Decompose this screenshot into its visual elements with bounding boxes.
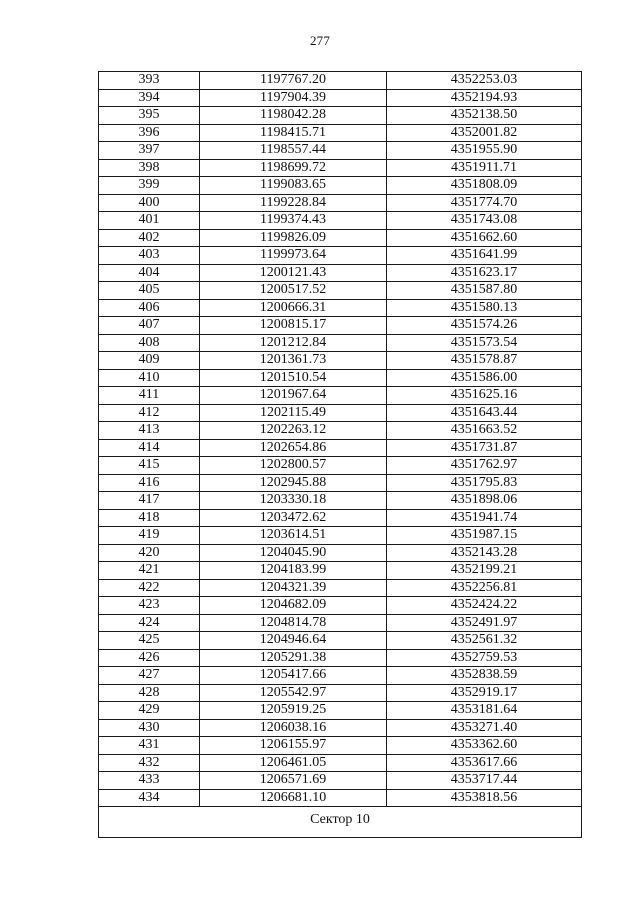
x-coordinate-cell: 1202945.88 xyxy=(200,474,387,492)
x-coordinate-cell: 1199083.65 xyxy=(200,177,387,195)
y-coordinate-cell: 4351955.90 xyxy=(387,142,582,160)
y-coordinate-cell: 4351795.83 xyxy=(387,474,582,492)
x-coordinate-cell: 1206461.05 xyxy=(200,754,387,772)
point-number-cell: 408 xyxy=(99,334,200,352)
x-coordinate-cell: 1199374.43 xyxy=(200,212,387,230)
table-row xyxy=(99,72,582,90)
point-number-cell: 405 xyxy=(99,282,200,300)
y-coordinate-cell: 4351762.97 xyxy=(387,457,582,475)
point-number-cell: 416 xyxy=(99,474,200,492)
y-coordinate-cell: 4351641.99 xyxy=(387,247,582,265)
y-coordinate-cell: 4351898.06 xyxy=(387,492,582,510)
table-row xyxy=(99,422,582,440)
x-coordinate-cell: 1200815.17 xyxy=(200,317,387,335)
point-number-cell: 415 xyxy=(99,457,200,475)
point-number-cell: 418 xyxy=(99,509,200,527)
x-coordinate-cell: 1200121.43 xyxy=(200,264,387,282)
table-row xyxy=(99,737,582,755)
y-coordinate-cell: 4352919.17 xyxy=(387,684,582,702)
y-coordinate-cell: 4351731.87 xyxy=(387,439,582,457)
table-row xyxy=(99,142,582,160)
y-coordinate-cell: 4351643.44 xyxy=(387,404,582,422)
point-number-cell: 413 xyxy=(99,422,200,440)
table-row xyxy=(99,439,582,457)
x-coordinate-cell: 1198557.44 xyxy=(200,142,387,160)
point-number-cell: 411 xyxy=(99,387,200,405)
point-number-cell: 399 xyxy=(99,177,200,195)
point-number-cell: 407 xyxy=(99,317,200,335)
x-coordinate-cell: 1201967.64 xyxy=(200,387,387,405)
point-number-cell: 414 xyxy=(99,439,200,457)
x-coordinate-cell: 1200666.31 xyxy=(200,299,387,317)
y-coordinate-cell: 4353181.64 xyxy=(387,702,582,720)
x-coordinate-cell: 1204682.09 xyxy=(200,597,387,615)
y-coordinate-cell: 4352759.53 xyxy=(387,649,582,667)
x-coordinate-cell: 1197904.39 xyxy=(200,89,387,107)
table-row xyxy=(99,597,582,615)
point-number-cell: 424 xyxy=(99,614,200,632)
point-number-cell: 404 xyxy=(99,264,200,282)
table-row xyxy=(99,299,582,317)
table-row xyxy=(99,544,582,562)
point-number-cell: 412 xyxy=(99,404,200,422)
x-coordinate-cell: 1206681.10 xyxy=(200,789,387,807)
table-row xyxy=(99,352,582,370)
table-row xyxy=(99,247,582,265)
x-coordinate-cell: 1206038.16 xyxy=(200,719,387,737)
y-coordinate-cell: 4351663.52 xyxy=(387,422,582,440)
point-number-cell: 409 xyxy=(99,352,200,370)
y-coordinate-cell: 4352001.82 xyxy=(387,124,582,142)
point-number-cell: 429 xyxy=(99,702,200,720)
point-number-cell: 396 xyxy=(99,124,200,142)
table-row xyxy=(99,212,582,230)
x-coordinate-cell: 1204321.39 xyxy=(200,579,387,597)
y-coordinate-cell: 4353617.66 xyxy=(387,754,582,772)
x-coordinate-cell: 1206571.69 xyxy=(200,772,387,790)
y-coordinate-cell: 4353362.60 xyxy=(387,737,582,755)
table-row xyxy=(99,684,582,702)
table-row xyxy=(99,754,582,772)
y-coordinate-cell: 4351586.00 xyxy=(387,369,582,387)
x-coordinate-cell: 1199826.09 xyxy=(200,229,387,247)
table-row xyxy=(99,369,582,387)
point-number-cell: 394 xyxy=(99,89,200,107)
sector-row xyxy=(99,807,582,838)
y-coordinate-cell: 4352194.93 xyxy=(387,89,582,107)
table-row xyxy=(99,632,582,650)
table-row xyxy=(99,89,582,107)
y-coordinate-cell: 4351987.15 xyxy=(387,527,582,545)
point-number-cell: 419 xyxy=(99,527,200,545)
x-coordinate-cell: 1204946.64 xyxy=(200,632,387,650)
sector-section xyxy=(99,807,582,838)
y-coordinate-cell: 4351941.74 xyxy=(387,509,582,527)
table-row xyxy=(99,789,582,807)
y-coordinate-cell: 4352256.81 xyxy=(387,579,582,597)
table-row xyxy=(99,649,582,667)
point-number-cell: 431 xyxy=(99,737,200,755)
point-number-cell: 397 xyxy=(99,142,200,160)
table-row xyxy=(99,772,582,790)
table-row xyxy=(99,667,582,685)
table-row xyxy=(99,509,582,527)
point-number-cell: 410 xyxy=(99,369,200,387)
coordinates-table xyxy=(98,71,582,838)
table-row xyxy=(99,317,582,335)
y-coordinate-cell: 4351774.70 xyxy=(387,194,582,212)
y-coordinate-cell: 4353717.44 xyxy=(387,772,582,790)
page-number: 277 xyxy=(309,33,331,48)
table-row xyxy=(99,229,582,247)
point-number-cell: 400 xyxy=(99,194,200,212)
point-number-cell: 428 xyxy=(99,684,200,702)
point-number-cell: 423 xyxy=(99,597,200,615)
x-coordinate-cell: 1202800.57 xyxy=(200,457,387,475)
y-coordinate-cell: 4351578.87 xyxy=(387,352,582,370)
x-coordinate-cell: 1203614.51 xyxy=(200,527,387,545)
table-row xyxy=(99,614,582,632)
y-coordinate-cell: 4351808.09 xyxy=(387,177,582,195)
point-number-cell: 430 xyxy=(99,719,200,737)
y-coordinate-cell: 4352838.59 xyxy=(387,667,582,685)
point-number-cell: 434 xyxy=(99,789,200,807)
table-row xyxy=(99,579,582,597)
x-coordinate-cell: 1203472.62 xyxy=(200,509,387,527)
table-row xyxy=(99,282,582,300)
table-row xyxy=(99,194,582,212)
x-coordinate-cell: 1198415.71 xyxy=(200,124,387,142)
table-row xyxy=(99,457,582,475)
point-number-cell: 417 xyxy=(99,492,200,510)
point-number-cell: 398 xyxy=(99,159,200,177)
y-coordinate-cell: 4351625.16 xyxy=(387,387,582,405)
x-coordinate-cell: 1205291.38 xyxy=(200,649,387,667)
x-coordinate-cell: 1199228.84 xyxy=(200,194,387,212)
point-number-cell: 432 xyxy=(99,754,200,772)
x-coordinate-cell: 1205919.25 xyxy=(200,702,387,720)
point-number-cell: 422 xyxy=(99,579,200,597)
point-number-cell: 420 xyxy=(99,544,200,562)
x-coordinate-cell: 1202654.86 xyxy=(200,439,387,457)
y-coordinate-cell: 4353818.56 xyxy=(387,789,582,807)
x-coordinate-cell: 1200517.52 xyxy=(200,282,387,300)
x-coordinate-cell: 1197767.20 xyxy=(200,72,387,90)
point-number-cell: 395 xyxy=(99,107,200,125)
x-coordinate-cell: 1205417.66 xyxy=(200,667,387,685)
y-coordinate-cell: 4353271.40 xyxy=(387,719,582,737)
x-coordinate-cell: 1204045.90 xyxy=(200,544,387,562)
x-coordinate-cell: 1199973.64 xyxy=(200,247,387,265)
x-coordinate-cell: 1202115.49 xyxy=(200,404,387,422)
table-row xyxy=(99,562,582,580)
point-number-cell: 403 xyxy=(99,247,200,265)
point-number-cell: 426 xyxy=(99,649,200,667)
y-coordinate-cell: 4352561.32 xyxy=(387,632,582,650)
table-row xyxy=(99,107,582,125)
point-number-cell: 421 xyxy=(99,562,200,580)
y-coordinate-cell: 4351662.60 xyxy=(387,229,582,247)
y-coordinate-cell: 4351580.13 xyxy=(387,299,582,317)
x-coordinate-cell: 1198042.28 xyxy=(200,107,387,125)
x-coordinate-cell: 1201361.73 xyxy=(200,352,387,370)
point-number-cell: 406 xyxy=(99,299,200,317)
x-coordinate-cell: 1198699.72 xyxy=(200,159,387,177)
point-number-cell: 393 xyxy=(99,72,200,90)
table-row xyxy=(99,264,582,282)
table-row xyxy=(99,334,582,352)
y-coordinate-cell: 4351623.17 xyxy=(387,264,582,282)
table-row xyxy=(99,124,582,142)
point-number-cell: 402 xyxy=(99,229,200,247)
x-coordinate-cell: 1201212.84 xyxy=(200,334,387,352)
y-coordinate-cell: 4351574.26 xyxy=(387,317,582,335)
table-row xyxy=(99,492,582,510)
sector-label: Сектор 10 xyxy=(99,807,582,838)
point-number-cell: 427 xyxy=(99,667,200,685)
y-coordinate-cell: 4351743.08 xyxy=(387,212,582,230)
table-row xyxy=(99,404,582,422)
y-coordinate-cell: 4352424.22 xyxy=(387,597,582,615)
y-coordinate-cell: 4352138.50 xyxy=(387,107,582,125)
table-row xyxy=(99,387,582,405)
y-coordinate-cell: 4352199.21 xyxy=(387,562,582,580)
y-coordinate-cell: 4351587.80 xyxy=(387,282,582,300)
y-coordinate-cell: 4352491.97 xyxy=(387,614,582,632)
table-row xyxy=(99,527,582,545)
table-row xyxy=(99,474,582,492)
x-coordinate-cell: 1205542.97 xyxy=(200,684,387,702)
x-coordinate-cell: 1206155.97 xyxy=(200,737,387,755)
x-coordinate-cell: 1201510.54 xyxy=(200,369,387,387)
table-row xyxy=(99,719,582,737)
y-coordinate-cell: 4352143.28 xyxy=(387,544,582,562)
y-coordinate-cell: 4351911.71 xyxy=(387,159,582,177)
table-row xyxy=(99,702,582,720)
point-number-cell: 425 xyxy=(99,632,200,650)
coordinates-table-body xyxy=(99,72,582,807)
x-coordinate-cell: 1203330.18 xyxy=(200,492,387,510)
point-number-cell: 401 xyxy=(99,212,200,230)
table-row xyxy=(99,177,582,195)
y-coordinate-cell: 4352253.03 xyxy=(387,72,582,90)
point-number-cell: 433 xyxy=(99,772,200,790)
x-coordinate-cell: 1204183.99 xyxy=(200,562,387,580)
x-coordinate-cell: 1204814.78 xyxy=(200,614,387,632)
x-coordinate-cell: 1202263.12 xyxy=(200,422,387,440)
table-row xyxy=(99,159,582,177)
y-coordinate-cell: 4351573.54 xyxy=(387,334,582,352)
